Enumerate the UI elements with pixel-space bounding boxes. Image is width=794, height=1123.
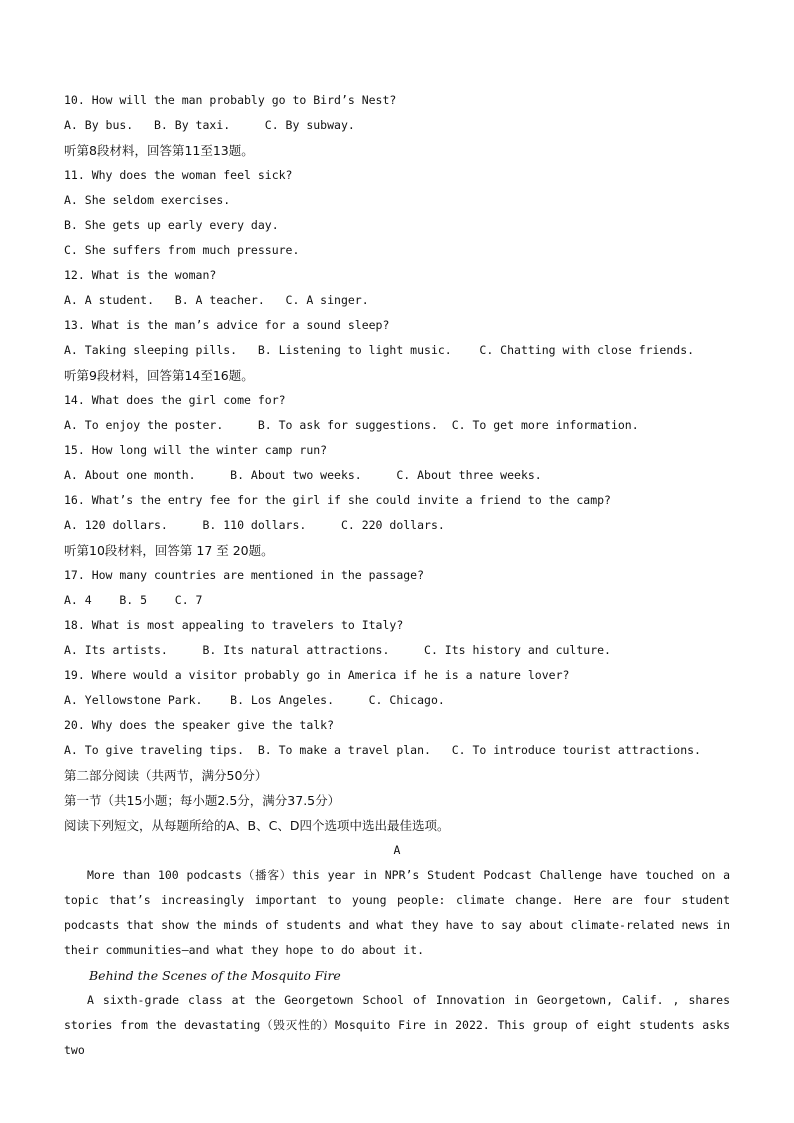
question-stem: 10. How will the man probably go to Bird’s Nest? (64, 93, 397, 107)
section-instruction: 听第8段材料，回答第11至13题。 (64, 143, 254, 158)
section-instruction: 听第10段材料，回答第 17 至 20题。 (64, 543, 274, 558)
answer-options: A. 120 dollars. B. 110 dollars. C. 220 dollars. (64, 518, 445, 532)
answer-option: A. She seldom exercises. (64, 193, 231, 207)
part-heading: 第二部分阅读（共两节，满分50分） (64, 768, 268, 783)
answer-options: A. Taking sleeping pills. B. Listening to light music. C. Chatting with close friends. (64, 343, 695, 357)
question-stem: 11. Why does the woman feel sick? (64, 168, 293, 182)
answer-option: B. She gets up early every day. (64, 218, 279, 232)
document-page (64, 88, 730, 1063)
passage-paragraph: More than 100 podcasts（播客）this year in NPR’s Student Podcast Challenge have touched on a topic that’s increasingly important to young people: climate change. Here are four student podcasts that show the minds of students and what they have to say about climate-related news in their communities—and what they hope to do about it. (64, 868, 730, 957)
passage-label: A (393, 843, 401, 857)
question-stem: 14. What does the girl come for? (64, 393, 286, 407)
answer-options: A. A student. B. A teacher. C. A singer. (64, 293, 369, 307)
question-stem: 17. How many countries are mentioned in the passage? (64, 568, 425, 582)
answer-options: A. Yellowstone Park. B. Los Angeles. C. Chicago. (64, 693, 445, 707)
answer-options: A. Its artists. B. Its natural attractions. C. Its history and culture. (64, 643, 611, 657)
question-stem: 20. Why does the speaker give the talk? (64, 718, 335, 732)
question-stem: 19. Where would a visitor probably go in America if he is a nature lover? (64, 668, 570, 682)
passage-paragraph: A sixth-grade class at the Georgetown School of Innovation in Georgetown, Calif. , shares stories from the devastating（毁灭性的）Mosquito Fire in 2022. This group of eight students asks two (64, 993, 730, 1057)
section-instruction: 听第9段材料，回答第14至16题。 (64, 368, 254, 383)
question-stem: 12. What is the woman? (64, 268, 217, 282)
question-stem: 13. What is the man’s advice for a sound sleep? (64, 318, 390, 332)
answer-options: A. About one month. B. About two weeks. C. About three weeks. (64, 468, 542, 482)
podcast-subtitle: Behind the Scenes of the Mosquito Fire (89, 968, 341, 983)
section-heading: 第一节（共15小题；每小题2.5分，满分37.5分） (64, 793, 341, 808)
answer-options: A. To enjoy the poster. B. To ask for suggestions. C. To get more information. (64, 418, 639, 432)
question-stem: 15. How long will the winter camp run? (64, 443, 328, 457)
answer-option: C. She suffers from much pressure. (64, 243, 300, 257)
answer-options: A. 4 B. 5 C. 7 (64, 593, 203, 607)
answer-options: A. By bus. B. By taxi. C. By subway. (64, 118, 355, 132)
question-stem: 18. What is most appealing to travelers to Italy? (64, 618, 404, 632)
question-stem: 16. What’s the entry fee for the girl if she could invite a friend to the camp? (64, 493, 611, 507)
answer-options: A. To give traveling tips. B. To make a travel plan. C. To introduce tourist attractions. (64, 743, 701, 757)
reading-instructions: 阅读下列短文，从每题所给的A、B、C、D四个选项中选出最佳选项。 (64, 818, 450, 833)
